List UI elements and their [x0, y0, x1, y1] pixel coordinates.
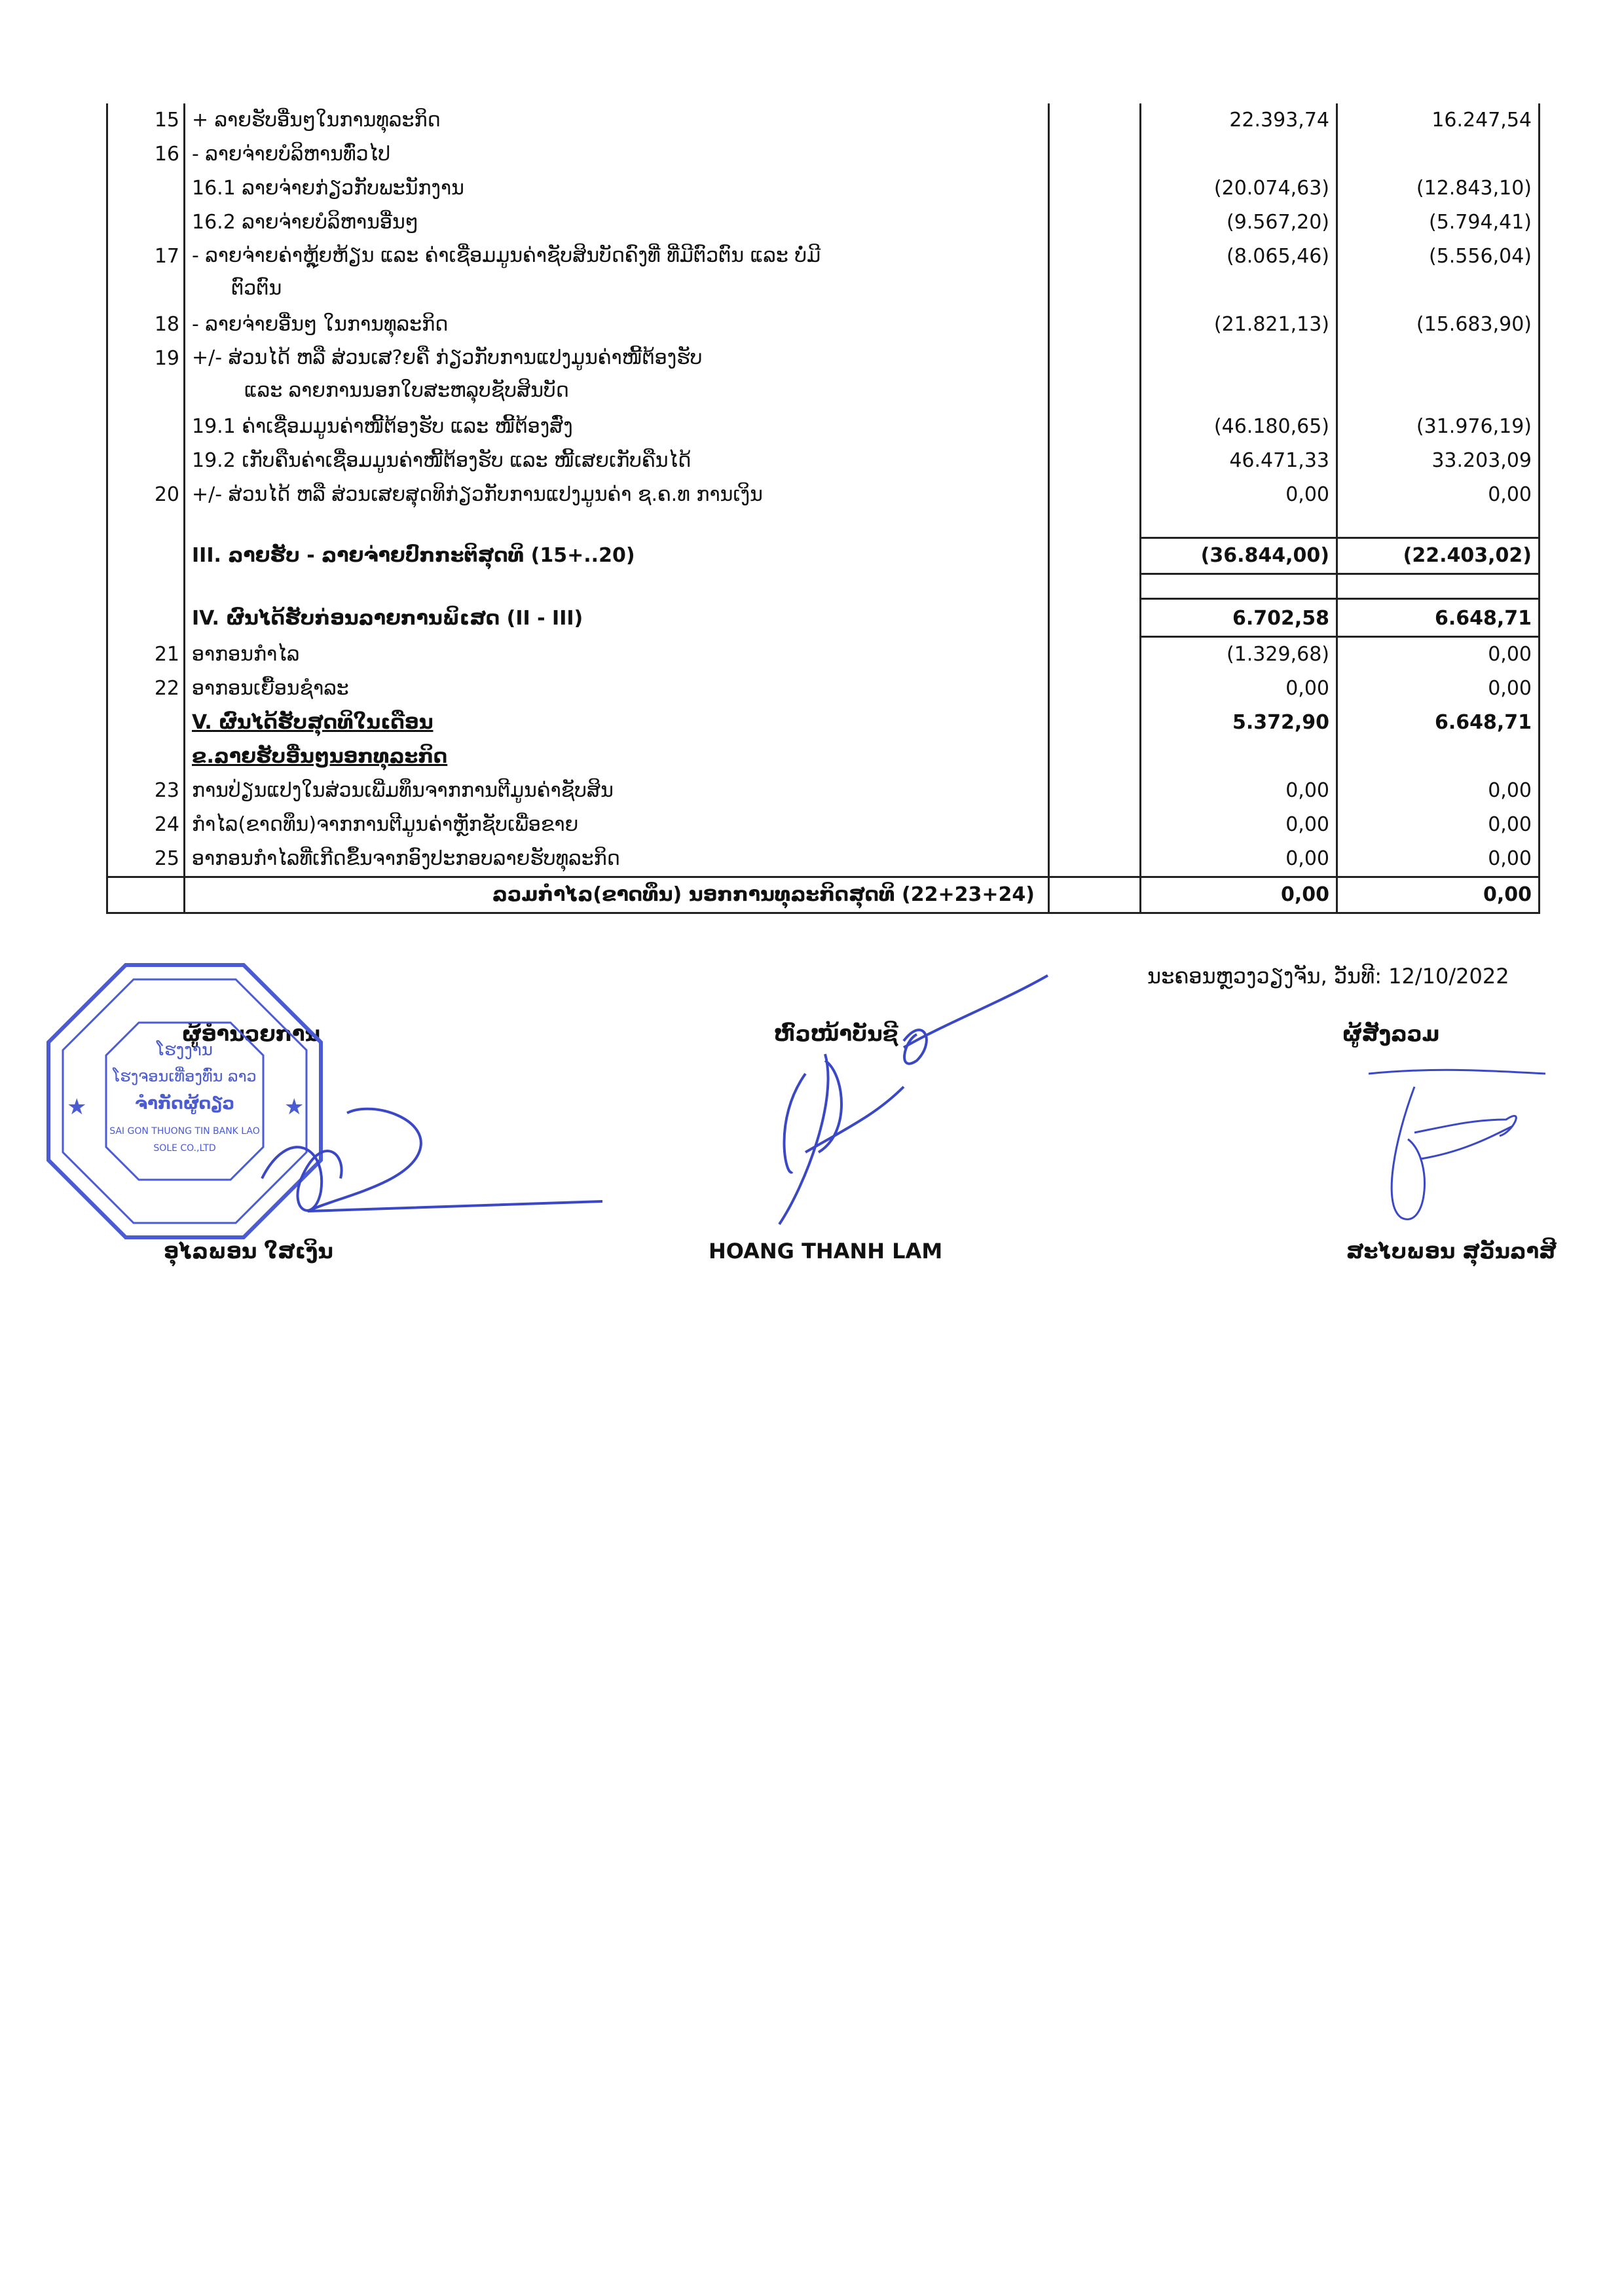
table-row	[108, 172, 1538, 206]
compiler-title: ຜູ້ສັງລວມ	[1342, 1021, 1440, 1046]
chief-accountant-signature	[707, 962, 1074, 1237]
table-row	[108, 206, 1538, 240]
row-label: 16.1 ລາຍຈ່າຍກ່ຽວກັບພະນັກງານ	[185, 172, 1050, 206]
section-v-row	[108, 706, 1538, 740]
current-value: (20.074,63)	[1141, 172, 1338, 206]
row-number: 15	[108, 103, 185, 137]
row-label: ອາກອນກຳໄລ	[185, 638, 1050, 672]
prior-value: 0,00	[1488, 847, 1532, 870]
current-value: 0,00	[1141, 808, 1338, 842]
current-value: (36.844,00)	[1141, 537, 1338, 575]
table-row	[108, 103, 1538, 137]
current-value: (8.065,46)	[1141, 240, 1338, 308]
current-value	[1141, 137, 1338, 172]
current-value: (1.329,68)	[1141, 638, 1338, 672]
stamp-line3: ຈຳກັດຜູ້ດຽວ	[134, 1094, 235, 1114]
prior-value: 16.247,54	[1431, 109, 1532, 132]
section-iv-row	[108, 600, 1538, 638]
stamp-line1: ໂຮງງານ	[157, 1040, 213, 1060]
prior-value	[1338, 342, 1538, 410]
current-value: (21.821,13)	[1141, 308, 1338, 342]
prior-value: 6.648,71	[1434, 711, 1532, 734]
current-value: 0,00	[1141, 672, 1338, 706]
row-number	[108, 444, 185, 478]
svg-text:★: ★	[284, 1094, 304, 1120]
prior-value: 0,00	[1488, 779, 1532, 802]
table-row	[108, 638, 1538, 672]
table-row	[108, 137, 1538, 172]
row-number: 24	[108, 808, 185, 842]
total-label: ລວມກຳໄລ(ຂາດທຶນ) ນອກການທຸລະກິດສຸດທິ (22+23+24)	[185, 878, 1050, 912]
row-number: 19	[108, 342, 185, 410]
section-v-label: V. ຜົນໄດ້ຮັບສຸດທິໃນເດືອນ	[185, 706, 1050, 740]
row-label: ການປ່ຽນແປງໃນສ່ວນເພີ່ມທຶນຈາກການຕີມູນຄ່າຊັບສິນ	[185, 774, 1050, 808]
current-value: 22.393,74	[1141, 103, 1338, 137]
table-row	[108, 342, 1538, 410]
row-label: 19.2 ເກັບຄືນຄ່າເຊື່ອມມູນຄ່າໜີ້ຕ້ອງຮັບ ແລະ ໜີ້ເສຍເກັບຄືນໄດ້	[185, 444, 1050, 478]
row-label: 19.1 ຄ່າເຊື່ອມມູນຄ່າໜີ້ຕ້ອງຮັບ ແລະ ໜີ້ຕ້ອງສົ່ງ	[185, 410, 1050, 444]
prior-value: (5.794,41)	[1428, 211, 1532, 234]
chief-accountant-title: ຫົວໜ້າບັນຊີ	[774, 1021, 898, 1046]
row-number: 17	[108, 240, 185, 308]
current-value: 0,00	[1141, 478, 1338, 512]
row-number	[108, 410, 185, 444]
current-value: (46.180,65)	[1141, 410, 1338, 444]
prior-value: (31.976,19)	[1416, 415, 1532, 438]
row-label: +/- ສ່ວນໄດ້ ຫລື ສ່ວນເສຍສຸດທິກ່ຽວກັບການແປງມູນຄ່າ ຊ.ຄ.ທ ການເງິນ	[185, 478, 1050, 512]
prior-value: 6.648,71	[1338, 600, 1538, 638]
prior-value: (5.556,04)	[1428, 245, 1532, 268]
prior-value: (15.683,90)	[1416, 313, 1532, 336]
row-label: - ລາຍຈ່າຍບໍລິຫານທົ່ວໄປ	[185, 137, 1050, 172]
total-row	[108, 876, 1538, 912]
table-row	[108, 672, 1538, 706]
table-row	[108, 410, 1538, 444]
prior-value: 0,00	[1488, 643, 1532, 666]
row-label: ອາກອນກຳໄລທີ່ເກີດຂຶ້ນຈາກອົງປະກອບລາຍຮັບທຸລະກິດ	[185, 842, 1050, 876]
current-value: 0,00	[1141, 842, 1338, 876]
row-number	[108, 172, 185, 206]
director-signature	[249, 1048, 616, 1244]
section-iii-label: III. ລາຍຮັບ - ລາຍຈ່າຍປົກກະຕິສຸດທິ (15+..20)	[185, 537, 1050, 575]
prior-value: (12.843,10)	[1416, 177, 1532, 200]
table-row	[108, 240, 1538, 308]
table-row	[108, 308, 1538, 342]
chief-accountant-name: HOANG THANH LAM	[709, 1239, 943, 1264]
section-b-label: ຂ.ລາຍຮັບອື່ນໆນອກທຸລະກິດ	[185, 740, 1050, 774]
row-number: 20	[108, 478, 185, 512]
income-statement-table	[106, 103, 1540, 914]
row-label: 16.2 ລາຍຈ່າຍບໍລິຫານອື່ນໆ	[185, 206, 1050, 240]
table-row	[108, 774, 1538, 808]
current-value	[1141, 342, 1338, 410]
row-number	[108, 206, 185, 240]
row-number: 18	[108, 308, 185, 342]
table-row	[108, 444, 1538, 478]
row-number: 25	[108, 842, 185, 876]
prior-value: 33.203,09	[1431, 449, 1532, 472]
row-label: - ລາຍຈ່າຍອື່ນໆ ໃນການທຸລະກິດ	[185, 308, 1050, 342]
director-name: ອຸໄລພອນ ໃສເງິນ	[164, 1239, 333, 1264]
current-value: 46.471,33	[1141, 444, 1338, 478]
director-title: ຜູ້ອຳນວຍການ	[182, 1021, 320, 1046]
row-label: +/- ສ່ວນໄດ້ ຫລື ສ່ວນເສ?ຍຄື ກ່ຽວກັບການແປງມູນຄ່າໜີ້ຕ້ອງຮັບ ແລະ ລາຍການນອກໃບສະຫລຸບຊັບສິນບັດ	[185, 342, 1050, 410]
current-value: 0,00	[1141, 774, 1338, 808]
row-number: 22	[108, 672, 185, 706]
row-label: + ລາຍຮັບອື່ນໆໃນການທຸລະກິດ	[185, 103, 1050, 137]
current-value: (9.567,20)	[1141, 206, 1338, 240]
compiler-name: ສະໄບພອນ ສຸວັນລາສີ	[1346, 1239, 1557, 1264]
prior-value: 0,00	[1488, 483, 1532, 506]
current-value: 6.702,58	[1141, 600, 1338, 638]
compiler-signature	[1356, 1061, 1565, 1257]
section-iv-label: IV. ຜົນໄດ້ຮັບກ່ອນລາຍການພິເສດ (II - III)	[185, 600, 1050, 638]
row-label: ກຳໄລ(ຂາດທຶນ)ຈາກການຕີມູນຄ່າຫຼັກຊັບເພື່ອຂາຍ	[185, 808, 1050, 842]
stamp-line5: SOLE CO.,LTD	[153, 1143, 216, 1154]
section-iii-row	[108, 537, 1538, 575]
row-number: 21	[108, 638, 185, 672]
table-row	[108, 842, 1538, 876]
current-value: 5.372,90	[1141, 706, 1338, 740]
section-b-row	[108, 740, 1538, 774]
prior-value: 0,00	[1483, 883, 1532, 906]
row-label: - ລາຍຈ່າຍຄ່າຫຼຸ້ຍຫ້ຽນ ແລະ ຄ່າເຊື່ອມມູນຄ່າຊັບສິນບັດຄົງທີ່ ທີ່ມີຕົວຕົນ ແລະ ບໍ່ມີ ຕົວຕົນ	[185, 240, 1050, 308]
prior-value: 0,00	[1488, 813, 1532, 836]
stamp-line4: SAI GON THUONG TIN BANK LAO	[109, 1126, 260, 1137]
place-date: ນະຄອນຫຼວງວຽງຈັນ, ວັນທີ: 12/10/2022	[1147, 964, 1509, 989]
stamp-line2: ໂຮງຈອນເທື່ອງທົ່ນ ລາວ	[113, 1067, 257, 1085]
row-label: ອາກອນເຍື້ອນຊຳລະ	[185, 672, 1050, 706]
row-number: 16	[108, 137, 185, 172]
prior-value: (22.403,02)	[1338, 537, 1538, 575]
prior-value	[1338, 137, 1538, 172]
table-row	[108, 808, 1538, 842]
current-value: 0,00	[1141, 878, 1338, 912]
table-row	[108, 478, 1538, 512]
svg-text:★: ★	[67, 1094, 87, 1120]
row-number: 23	[108, 774, 185, 808]
prior-value: 0,00	[1488, 677, 1532, 700]
